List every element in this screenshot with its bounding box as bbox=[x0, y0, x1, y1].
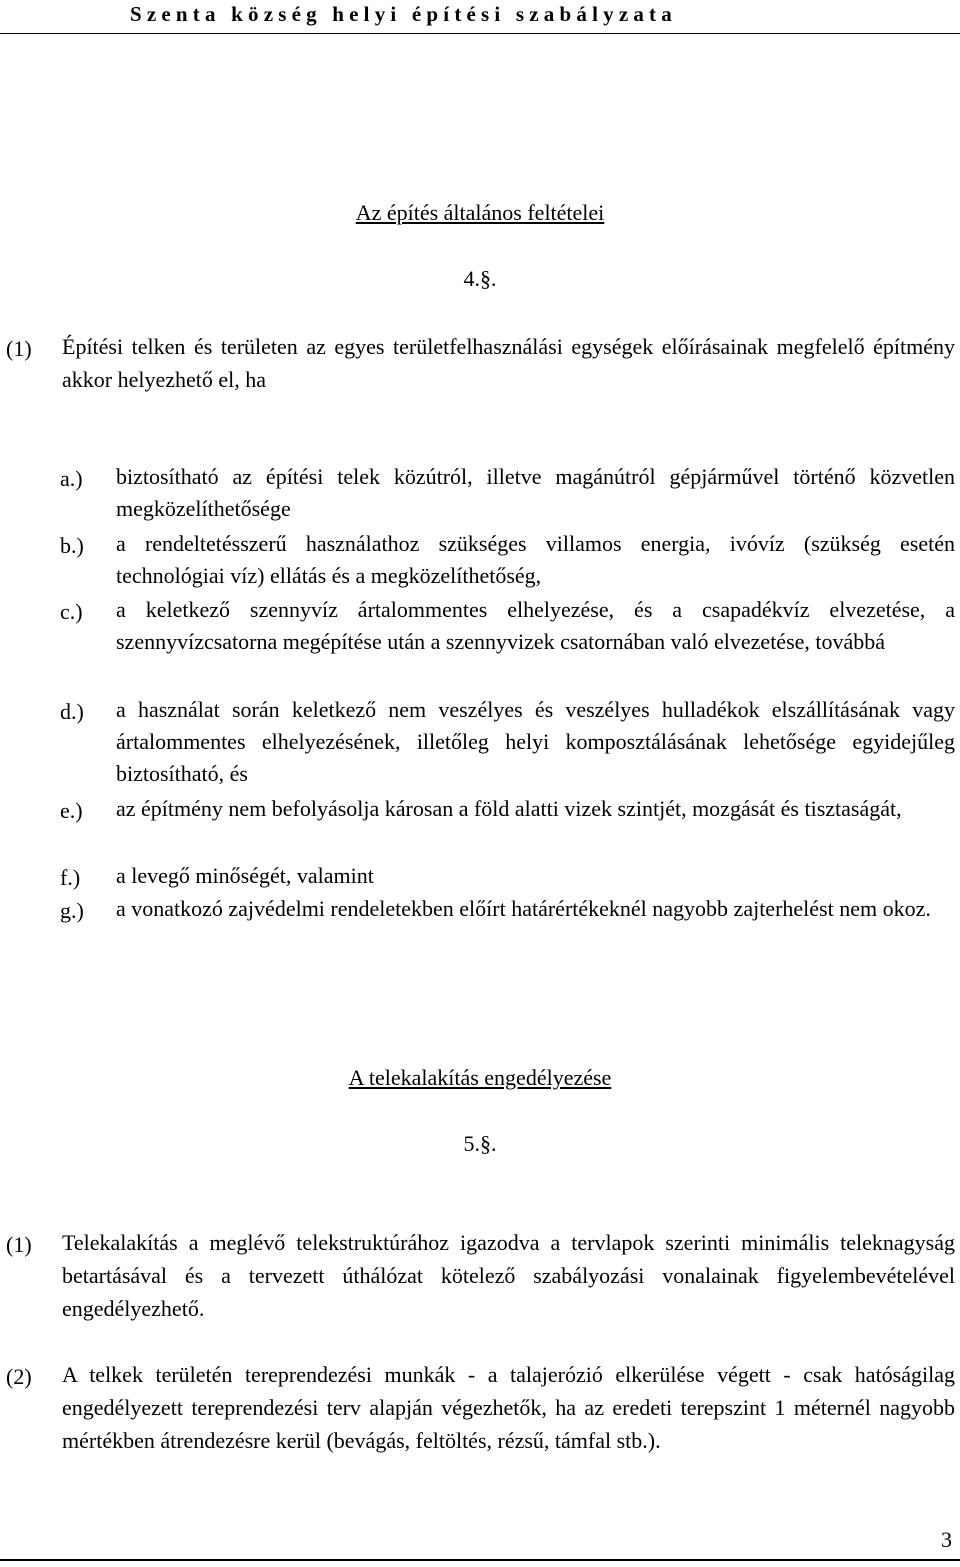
paragraph-number: (1) bbox=[6, 336, 32, 361]
list-item-letter: e.) bbox=[60, 798, 83, 823]
list-item-letter: c.) bbox=[60, 599, 83, 624]
section-4-number: 4.§. bbox=[463, 266, 497, 291]
section-4-title: Az építés általános feltételei bbox=[355, 200, 605, 225]
list-item-letter: a.) bbox=[60, 466, 83, 491]
paragraph-text: Telekalakítás a meglévő telekstruktúrához igazodva a tervlapok szerinti minimális teleknagyság betartásával és a tervezett úthálózat kötelező szabályozási vonalainak figyelembevételével engedélyezhető. bbox=[62, 1230, 955, 1321]
section-5-title: A telekalakítás engedélyezése bbox=[348, 1065, 612, 1090]
paragraph-text: Építési telken és területen az egyes területfelhasználási egységek előírásainak megfelelő építmény akkor helyezhető el, ha bbox=[62, 334, 955, 392]
footer-rule bbox=[0, 1559, 960, 1561]
paragraph-number: (2) bbox=[6, 1364, 32, 1389]
list-item-letter: g.) bbox=[60, 898, 84, 923]
list-item-text: a rendeltetésszerű használathoz szükséges villamos energia, ivóvíz (szükség esetén technológiai víz) ellátás és a megközelíthetőség, bbox=[116, 531, 955, 588]
section-5-number: 5.§. bbox=[463, 1131, 497, 1156]
list-item-text: az építmény nem befolyásolja károsan a föld alatti vizek szintjét, mozgását és tisztaságát, bbox=[116, 796, 902, 821]
list-item-text: a levegő minőségét, valamint bbox=[116, 863, 374, 888]
list-item-text: biztosítható az építési telek közútról, illetve magánútról gépjárművel történő közvetlen megközelíthetősége bbox=[116, 464, 955, 521]
list-item-letter: f.) bbox=[60, 865, 81, 890]
list-item-text: a vonatkozó zajvédelmi rendeletekben előírt határértékeknél nagyobb zajterhelést nem okoz. bbox=[116, 896, 931, 921]
running-title: Szenta község helyi építési szabályzata bbox=[130, 2, 677, 26]
page-number: 3 bbox=[941, 1527, 952, 1552]
running-header bbox=[0, 0, 960, 36]
list-item-letter: b.) bbox=[60, 533, 84, 558]
list-item-letter: d.) bbox=[60, 699, 84, 724]
paragraph-text: A telkek területén tereprendezési munkák - a talajerózió elkerülése végett - csak hatóságilag engedélyezett tereprendezési terv alapján végezhetők, ha az eredeti terepszint 1 méternél nagyobb mértékben átrendezésre kerül (bevágás, feltöltés, rézsű, támfal stb.). bbox=[62, 1362, 955, 1453]
list-item-text: a használat során keletkező nem veszélyes és veszélyes hulladékok elszállításának vagy ártalommentes elhelyezésének, illetőleg helyi komposztálásának lehetősége egyidejűleg biztosítható, és bbox=[116, 697, 955, 786]
header-rule bbox=[0, 33, 960, 34]
paragraph-number: (1) bbox=[6, 1232, 32, 1257]
list-item-text: a keletkező szennyvíz ártalommentes elhelyezése, és a csapadékvíz elvezetése, a szennyvízcsatorna megépítése után a szennyvizek csatornában való elvezetése, továbbá bbox=[116, 597, 955, 654]
